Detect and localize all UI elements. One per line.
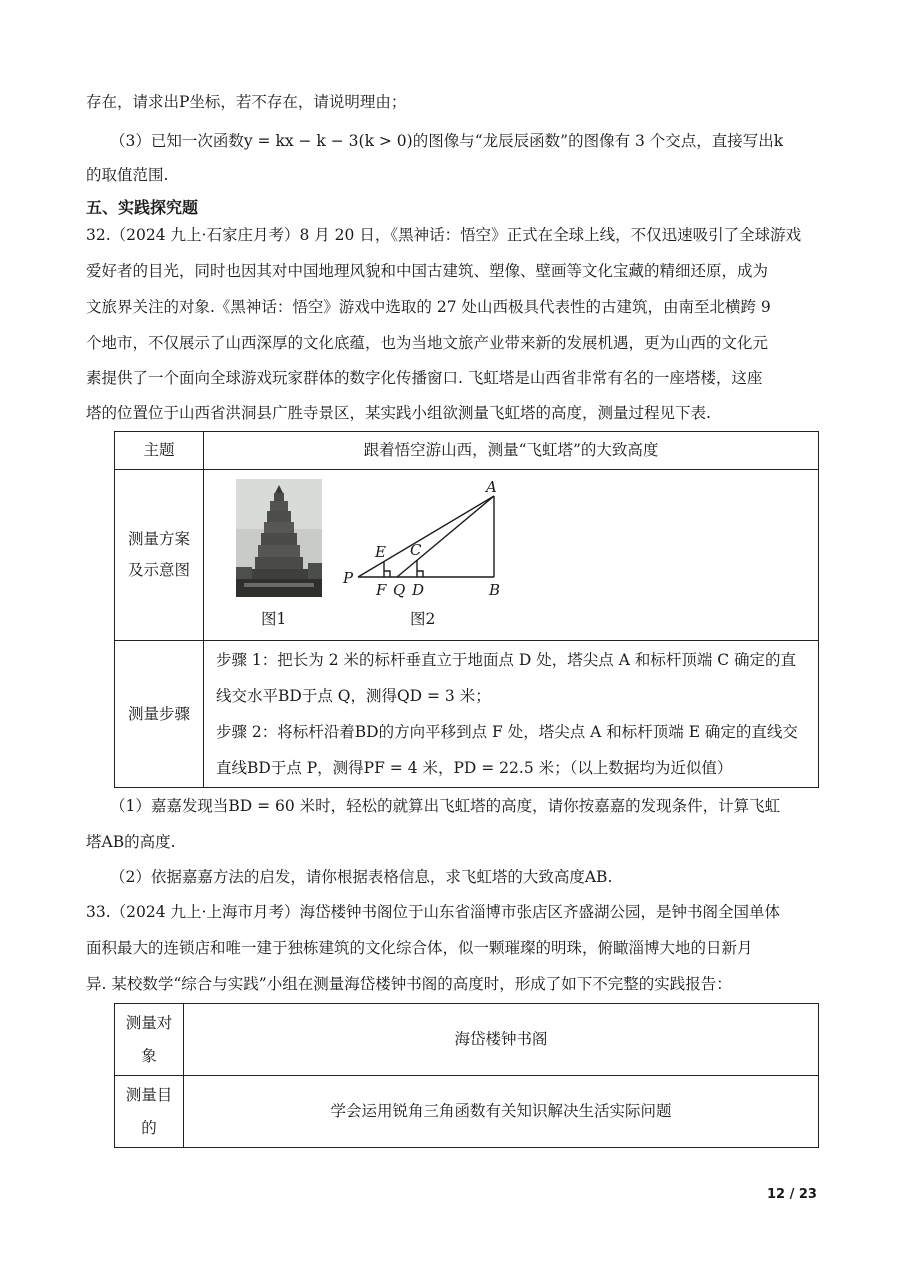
point-Q: Q (393, 581, 406, 599)
question-33-text: 33.（2024 九上·上海市月考）海岱楼钟书阁位于山东省淄博市张店区齐盛湖公园，是钟书阁全国单体 (86, 903, 780, 921)
geometry-diagram (358, 496, 494, 577)
object-label: 测量对 象 (115, 1004, 184, 1076)
line-QA (397, 496, 494, 577)
theme-value: 跟着悟空游山西，测量“飞虹塔”的大致高度 (204, 432, 819, 470)
steps-cell (204, 641, 819, 788)
question-33-text: 面积最大的连锁店和唯一建于独栋建筑的文化综合体，似一颗璀璨的明珠，俯瞰淄博大地的日新月 (86, 939, 753, 957)
theme-label: 主题 (115, 432, 204, 470)
step-line: 线交水平BD于点 Q，测得QD = 3 米； (216, 687, 491, 705)
question-32-text: 素提供了一个面向全球游戏玩家群体的数字化传播窗口. 飞虹塔是山西省非常有名的一座塔楼，这座 (86, 369, 763, 387)
step-line: 步骤 2：将标杆沿着BD的方向平移到点 F 处，塔尖点 A 和标杆顶端 E 确定的直线交 (216, 723, 798, 741)
question-33-text: 异. 某校数学“综合与实践”小组在测量海岱楼钟书阁的高度时，形成了如下不完整的实践报告： (86, 975, 732, 993)
page-number: 12 / 23 (767, 1187, 817, 1202)
question-32-text: 爱好者的目光，同时也因其对中国地理风貌和中国古建筑、塑像、壁画等文化宝藏的精细还原，成为 (86, 262, 769, 280)
figure-2-caption: 图2 (410, 610, 436, 628)
question-32-text: 32.（2024 九上·石家庄月考）8 月 20 日，《黑神话：悟空》正式在全球上线，不仅迅速吸引了全球游戏 (86, 226, 802, 244)
right-angle-D (417, 571, 423, 577)
point-A: A (486, 478, 497, 496)
measurement-table-2 (114, 1003, 819, 1148)
figure-1-caption: 图1 (261, 610, 287, 628)
question-32-part-1: （1）嘉嘉发现当BD = 60 米时，轻松的就算出飞虹塔的高度，请你按嘉嘉的发现条件，计算飞虹 (110, 797, 781, 815)
text-line: 的取值范围. (86, 166, 169, 184)
purpose-label: 测量目 的 (115, 1076, 184, 1148)
question-32-text: 文旅界关注的对象.《黑神话：悟空》游戏中选取的 27 处山西极具代表性的古建筑，由南至北横跨 9 (86, 298, 771, 316)
point-B: B (489, 581, 501, 599)
pagoda-photo (236, 479, 322, 597)
point-D: D (412, 581, 425, 599)
question-32-text: 塔的位置位于山西省洪洞县广胜寺景区，某实践小组欲测量飞虹塔的高度，测量过程见下表. (86, 404, 711, 422)
steps-label: 测量步骤 (115, 641, 204, 788)
diagram-cell (204, 470, 819, 641)
plan-label: 测量方案 及示意图 (115, 470, 204, 641)
measurement-table-1 (114, 431, 819, 788)
purpose-value: 学会运用锐角三角函数有关知识解决生活实际问题 (184, 1076, 819, 1148)
right-angle-F (384, 571, 390, 577)
question-32-part-2: （2）依据嘉嘉方法的启发，请你根据表格信息，求飞虹塔的大致高度AB. (110, 868, 613, 886)
point-F: F (376, 581, 387, 599)
point-E: E (375, 543, 386, 561)
line-PA (358, 496, 494, 577)
question-32-text: 个地市，不仅展示了山西深厚的文化底蕴，也为当地文旅产业带来新的发展机遇，更为山西的文化元 (86, 334, 769, 352)
step-line: 直线BD于点 P，测得PF = 4 米，PD = 22.5 米；（以上数据均为近似值） (216, 759, 733, 777)
question-32-part-1: 塔AB的高度. (86, 833, 176, 851)
point-P: P (343, 569, 354, 587)
step-line: 步骤 1：把长为 2 米的标杆垂直立于地面点 D 处，塔尖点 A 和标杆顶端 C 确定的直 (216, 651, 797, 669)
text-line: （3）已知一次函数y = kx − k − 3(k > 0)的图像与“龙辰辰函数”的图像有 3 个交点，直接写出k (110, 132, 784, 150)
text-line: 存在，请求出P坐标，若不存在，请说明理由； (86, 93, 407, 111)
point-C: C (410, 541, 422, 559)
object-value: 海岱楼钟书阁 (184, 1004, 819, 1076)
section-heading: 五、实践探究题 (86, 198, 199, 217)
